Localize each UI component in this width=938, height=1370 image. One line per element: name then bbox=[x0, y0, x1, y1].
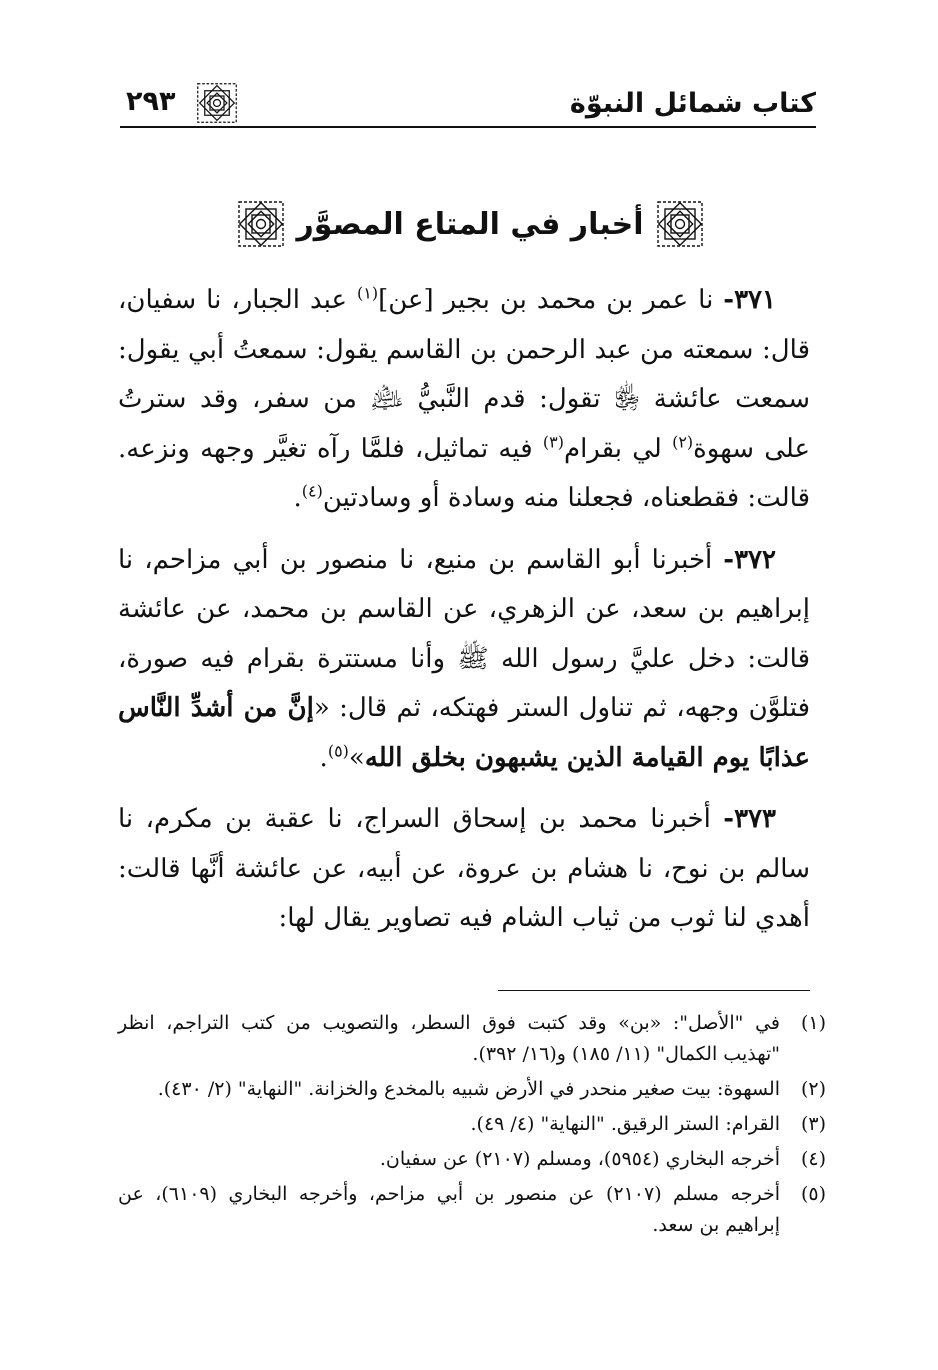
footnote-divider bbox=[498, 990, 810, 991]
footnote-item bbox=[118, 1074, 826, 1105]
hadith-number: ٣٧٣- bbox=[723, 804, 776, 834]
octagonal-star-ornament-icon bbox=[196, 82, 238, 124]
footnote-item bbox=[118, 1008, 826, 1070]
footnote-ref: (٤) bbox=[301, 481, 323, 501]
hadith-text: أخبرنا محمد بن إسحاق السراج، نا عقبة بن مكرم، نا سالم بن نوح، نا هشام بن عروة، عن أبيه، عن عائشة أنَّها قالت: أهدي لنا ثوب من ثياب الشام فيه تصاوير يقال لها: bbox=[118, 804, 810, 933]
footnote-ref: (٣) bbox=[542, 431, 564, 451]
octagonal-star-ornament-icon bbox=[656, 200, 704, 248]
footnote-ref: (٢) bbox=[672, 431, 694, 451]
book-title: كتاب شمائل النبوّة bbox=[569, 88, 816, 119]
octagonal-star-ornament-icon bbox=[237, 200, 285, 248]
chapter-heading bbox=[250, 192, 690, 256]
hadith-text: فيه تماثيل، فلمَّا رآه تغيَّر وجهه ونزعه. قالت: فقطعناه، فجعلنا منه وسادة أو وسادتين bbox=[118, 433, 810, 513]
footnote-ref: (١) bbox=[356, 283, 379, 303]
hadith-text: نا عمر بن محمد بن بجير [عن] bbox=[378, 285, 724, 315]
hadith-text: . bbox=[319, 742, 328, 773]
chapter-title: أخبار في المتاع المصوَّر bbox=[296, 206, 644, 242]
body-text bbox=[118, 276, 810, 956]
footnote-text: القرام: الستر الرقيق. "النهاية" (٤/ ٤٩). bbox=[470, 1113, 780, 1135]
hadith-number: ٣٧٢- bbox=[723, 544, 776, 575]
footnote-text: أخرجه مسلم (٢١٠٧) عن منصور بن أبي مزاحم، وأخرجه البخاري (٦١٠٩)، عن إبراهيم بن سعد. bbox=[118, 1183, 780, 1236]
footnote-ref: (٥) bbox=[327, 740, 349, 760]
footnote-marker: (٣) bbox=[800, 1113, 826, 1135]
footnote-marker: (٤) bbox=[800, 1148, 826, 1170]
hadith-text: » bbox=[348, 742, 365, 773]
hadith-text: . bbox=[293, 483, 302, 513]
footnote-marker: (٥) bbox=[800, 1183, 826, 1205]
footnotes bbox=[118, 1008, 826, 1245]
hadith-373 bbox=[118, 795, 810, 944]
footnote-text: السهوة: بيت صغير منحدر في الأرض شبيه بالمخدع والخزانة. "النهاية" (٢/ ٤٣٠). bbox=[157, 1078, 780, 1100]
footnote-text: في "الأصل": «بن» وقد كتبت فوق السطر، والتصويب من كتب التراجم، انظر "تهذيب الكمال" (١١/ ١٨٥) و(١٦/ ٣٩٢). bbox=[118, 1012, 780, 1065]
footnote-item bbox=[118, 1179, 826, 1241]
hadith-372 bbox=[118, 536, 810, 784]
hadith-371 bbox=[118, 276, 810, 524]
running-header bbox=[120, 82, 816, 128]
prophetic-saying: إنَّ من أشدِّ النَّاس عذابًا يوم القيامة الذين يشبهون بخلق الله bbox=[118, 693, 810, 773]
footnote-text: أخرجه البخاري (٥٩٥٤)، ومسلم (٢١٠٧) عن سفيان. bbox=[379, 1148, 780, 1170]
footnote-item bbox=[118, 1109, 826, 1140]
hadith-text: عبد الجبار، نا سفيان، قال: سمعته من عبد الرحمن بن القاسم يقول: سمعتُ أبي يقول: سمعت عائشة ﵂ تقول: قدم النَّبيُّ ﵇ من سفر، وقد سترتُ على سهوة bbox=[118, 285, 810, 464]
page-number: ٢٩٣ bbox=[126, 86, 176, 117]
hadith-number: ٣٧١- bbox=[723, 285, 776, 315]
footnote-marker: (١) bbox=[800, 1012, 826, 1034]
footnote-marker: (٢) bbox=[800, 1078, 826, 1100]
footnote-item bbox=[118, 1144, 826, 1175]
hadith-text: لي بقرام bbox=[563, 433, 673, 464]
hadith-text: أخبرنا أبو القاسم بن منيع، نا منصور بن أبي مزاحم، نا إبراهيم بن سعد، عن الزهري، عن القاسم بن محمد، عن عائشة قالت: دخل عليَّ رسول الله ﷺ وأنا مستترة بقرام فيه صورة، فتلوَّن وجهه، ثم تناول الستر فهتكه، ثم قال: « bbox=[118, 544, 811, 723]
